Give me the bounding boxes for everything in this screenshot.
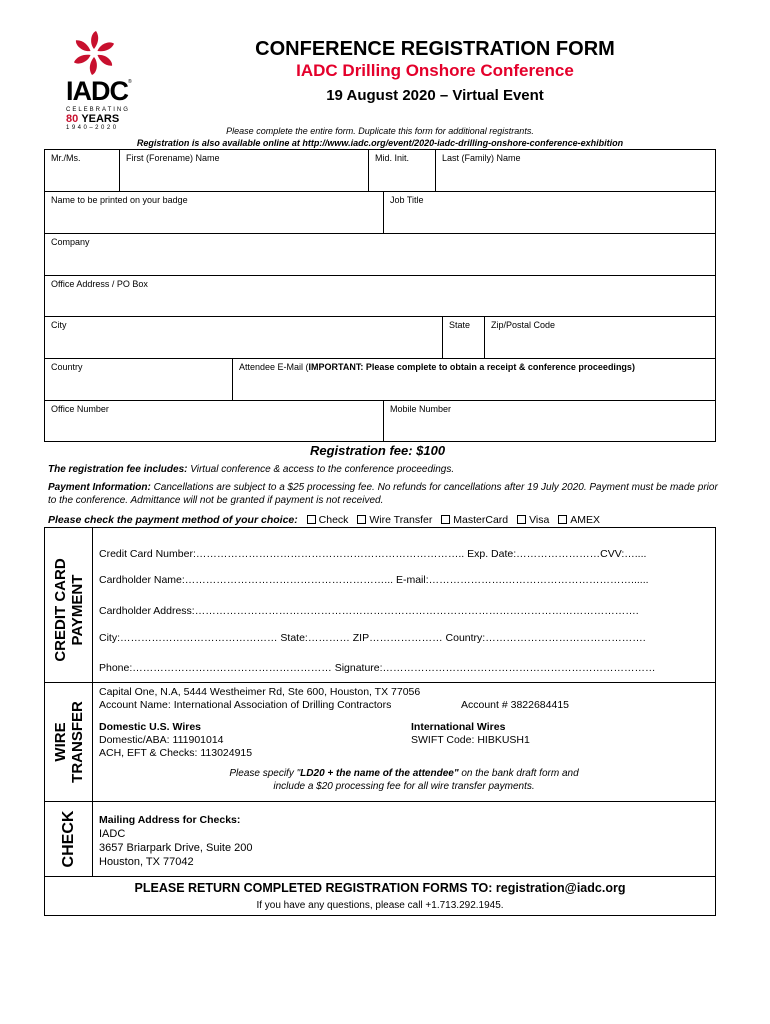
conference-name: IADC Drilling Onshore Conference <box>296 61 574 80</box>
fee-includes-text: Virtual conference & access to the conference proceedings. <box>187 464 455 475</box>
wire-note-pre: Please specify " <box>229 768 301 779</box>
card-number-line[interactable]: Credit Card Number:………………………………………………………………….. Exp. Date:……………………CVV:….... <box>99 548 647 560</box>
payment-info-label: Payment Information: <box>48 482 151 493</box>
mobile-number-field[interactable] <box>384 401 715 441</box>
badge-name-label: Name to be printed on your badge <box>51 195 188 205</box>
wire-transfer-section <box>45 683 715 802</box>
salutation-field[interactable] <box>45 150 120 191</box>
middle-initial-field[interactable] <box>369 150 436 191</box>
country-email-row <box>44 358 716 401</box>
payment-info-text: Cancellations are subject to a $25 processing fee. No refunds for cancellations after 19 July 2020. Payment must be made prior to the conference. Admittance will not be granted if payment is not received. <box>48 482 718 506</box>
logo-years-num: 80 <box>66 113 79 125</box>
wire-transfer-checkbox[interactable] <box>357 515 366 524</box>
payment-information <box>48 481 718 507</box>
card-city-line[interactable]: City:……………………………………… State:………… ZIP………………… Country:………………………………………. <box>99 632 646 644</box>
zip-label: Zip/Postal Code <box>491 320 556 330</box>
company-field[interactable] <box>45 234 715 275</box>
badge-row <box>44 191 716 234</box>
account-number: Account # 3822684415 <box>461 699 570 711</box>
address-field[interactable] <box>45 276 715 316</box>
country-label: Country <box>51 362 83 372</box>
credit-card-label-line2: PAYMENT <box>69 574 86 646</box>
visa-checkbox[interactable] <box>517 515 526 524</box>
cardholder-address-line[interactable]: Cardholder Address:………………………………………………………………………………………………………………. <box>99 605 639 617</box>
logo-wordmark: IADC <box>66 76 128 106</box>
registration-fee-title: Registration fee: $100 <box>310 443 446 458</box>
domestic-wires-title: Domestic U.S. Wires <box>99 721 202 733</box>
credit-card-section <box>45 528 715 683</box>
return-forms-instruction: PLEASE RETURN COMPLETED REGISTRATION FORMS TO: registration@iadc.org <box>134 881 626 895</box>
middle-initial-label: Mid. Init. <box>375 153 410 163</box>
logo-years-word: YEARS <box>81 113 120 125</box>
name-row <box>44 149 716 192</box>
last-name-field[interactable] <box>436 150 715 191</box>
visa-option-label: Visa <box>529 514 550 526</box>
wire-note-bold: LD20 + the name of the attendee" <box>300 768 459 779</box>
check-address-line3: Houston, TX 77042 <box>99 856 194 868</box>
domestic-ach: ACH, EFT & Checks: 113024915 <box>99 747 253 759</box>
check-mailing-title: Mailing Address for Checks: <box>99 814 241 826</box>
city-row <box>44 316 716 359</box>
payment-method-row <box>48 514 600 526</box>
check-section <box>45 802 715 877</box>
check-address-line1: IADC <box>99 828 126 840</box>
check-address-line2: 3657 Briarpark Drive, Suite 200 <box>99 842 253 854</box>
bank-address: Capital One, N.A, 5444 Westheimer Rd, Ste 600, Houston, TX 77056 <box>99 686 421 698</box>
instructions: Please complete the entire form. Duplicate this form for additional registrants. <box>226 126 534 136</box>
check-vertical-label: CHECK <box>60 810 77 868</box>
credit-card-label-line1: CREDIT CARD <box>52 558 69 662</box>
company-row <box>44 233 716 276</box>
domestic-aba: Domestic/ABA: 111901014 <box>99 734 224 746</box>
first-name-label: First (Forename) Name <box>126 153 220 163</box>
wire-label-line2: TRANSFER <box>69 701 86 783</box>
badge-name-field[interactable] <box>45 192 384 233</box>
state-label: State <box>449 320 471 330</box>
email-field[interactable] <box>233 359 715 400</box>
account-name: Account Name: International Association of Drilling Contractors <box>99 699 392 711</box>
city-field[interactable] <box>45 317 443 358</box>
mastercard-checkbox[interactable] <box>441 515 450 524</box>
credit-card-vertical-label <box>52 534 86 686</box>
salutation-label: Mr./Ms. <box>51 153 81 163</box>
fee-includes-label: The registration fee includes: <box>48 464 188 475</box>
state-field[interactable] <box>443 317 485 358</box>
wire-option-label: Wire Transfer <box>369 514 433 526</box>
wire-note-line1 <box>93 768 715 779</box>
swift-code: SWIFT Code: HIBKUSH1 <box>411 734 530 746</box>
credit-card-label <box>45 528 93 682</box>
amex-option-label: AMEX <box>570 514 601 526</box>
wire-note-post: on the bank draft form and <box>458 768 579 779</box>
last-name-label: Last (Family) Name <box>442 153 521 163</box>
online-registration-note: Registration is also available online at http://www.iadc.org/event/2020-iadc-drilling-onshore-conference-exhibition <box>136 138 624 148</box>
city-label: City <box>51 320 67 330</box>
mastercard-option-label: MasterCard <box>453 514 509 526</box>
iadc-logo <box>62 30 142 130</box>
check-option-label: Check <box>318 514 349 526</box>
logo-flower-icon <box>70 30 118 76</box>
payment-box <box>44 527 716 916</box>
logo-years <box>66 113 119 125</box>
job-title-label: Job Title <box>390 195 424 205</box>
address-label: Office Address / PO Box <box>51 279 148 289</box>
first-name-field[interactable] <box>120 150 369 191</box>
office-number-field[interactable] <box>45 401 384 441</box>
email-label-important: IMPORTANT: Please complete to obtain a receipt & conference proceedings) <box>308 362 635 372</box>
form-title: CONFERENCE REGISTRATION FORM <box>255 38 615 60</box>
check-label <box>45 802 93 876</box>
logo-years-range: 1940–2020 <box>66 125 119 131</box>
logo-registered: ® <box>128 79 132 85</box>
wire-transfer-label <box>45 683 93 801</box>
mobile-number-label: Mobile Number <box>390 404 452 414</box>
event-date: 19 August 2020 – Virtual Event <box>326 87 544 104</box>
questions-contact: If you have any questions, please call +1.713.292.1945. <box>256 900 504 911</box>
payment-method-prompt: Please check the payment method of your choice: <box>48 514 298 526</box>
amex-checkbox[interactable] <box>558 515 567 524</box>
phone-row <box>44 400 716 442</box>
wire-label-line1: WIRE <box>52 722 69 762</box>
phone-signature-line[interactable]: Phone:………………………………………………… Signature:…………………………………………………………………… <box>99 662 656 674</box>
company-label: Company <box>51 237 90 247</box>
job-title-field[interactable] <box>384 192 715 233</box>
office-number-label: Office Number <box>51 404 109 414</box>
international-wires-title: International Wires <box>411 721 506 733</box>
wire-note-line2: include a $20 processing fee for all wire transfer payments. <box>273 781 535 792</box>
zip-field[interactable] <box>485 317 715 358</box>
address-row <box>44 275 716 317</box>
cardholder-name-line[interactable]: Cardholder Name:…………………………………………………... E-mail:………………….………………………………...... <box>99 574 649 586</box>
check-checkbox[interactable] <box>307 515 316 524</box>
fee-includes <box>48 464 454 475</box>
country-field[interactable] <box>45 359 233 400</box>
wire-transfer-vertical-label <box>52 683 86 801</box>
logo-celebrating: CELEBRATING <box>66 107 130 113</box>
email-label-prefix: Attendee E-Mail ( <box>239 362 309 372</box>
